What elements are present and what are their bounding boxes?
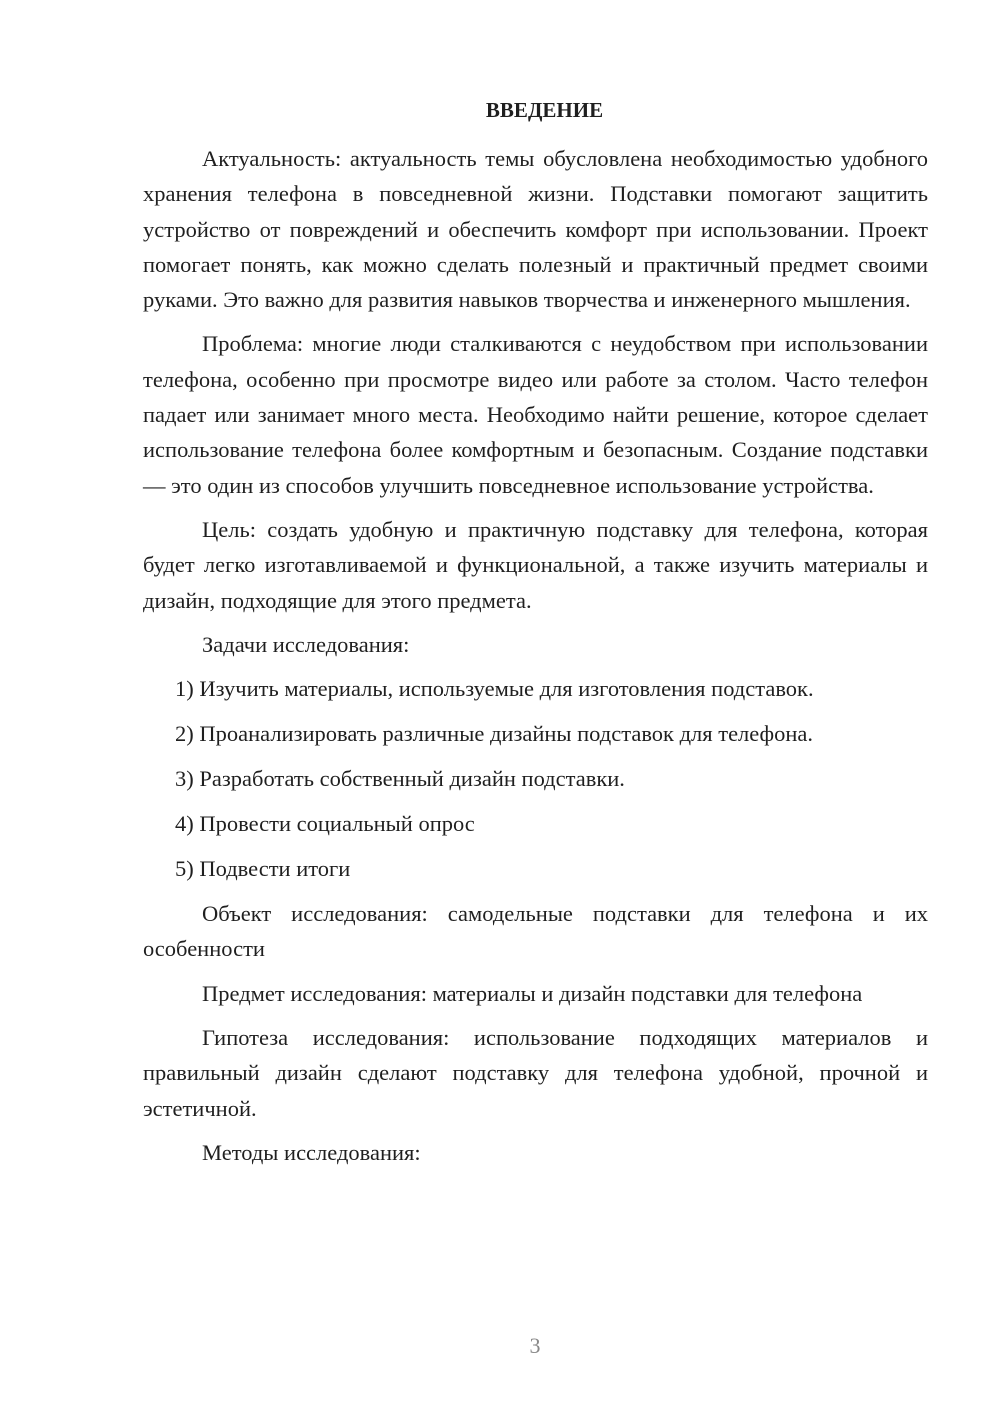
hypothesis-paragraph: Гипотеза исследования: использование подходящих материалов и правильный дизайн сделают подставку для телефона удобной, прочной и эстетичной. <box>143 1025 928 1121</box>
relevance-paragraph: Актуальность: актуальность темы обусловлена необходимостью удобного хранения телефона в повседневной жизни. Подставки помогают защитить устройство от повреждений и обеспечить комфорт при использовании. Проект помогает понять, как можно сделать полезный и практичный предмет своими руками. Это важно для развития навыков творчества и инженерного мышления. <box>143 146 928 313</box>
list-item: 5) Подвести итоги <box>175 856 351 882</box>
object-paragraph: Объект исследования: самодельные подставки для телефона и их особенности <box>143 901 928 962</box>
tasks-heading: Задачи исследования: <box>202 631 410 657</box>
tasks-list <box>143 671 928 886</box>
list-item: 3) Разработать собственный дизайн подставки. <box>175 766 625 792</box>
list-item: 1) Изучить материалы, используемые для изготовления подставок. <box>175 676 814 702</box>
document-page <box>143 94 928 1179</box>
list-item: 4) Провести социальный опрос <box>175 811 475 837</box>
goal-paragraph: Цель: создать удобную и практичную подставку для телефона, которая будет легко изготавливаемой и функциональной, а также изучить материалы и дизайн, подходящие для этого предмета. <box>143 516 928 613</box>
section-title: ВВЕДЕНИЕ <box>485 98 604 122</box>
subject-paragraph: Предмет исследования: материалы и дизайн подставки для телефона <box>202 980 863 1006</box>
list-item: 2) Проанализировать различные дизайны подставок для телефона. <box>175 721 814 747</box>
page-number: 3 <box>529 1333 541 1358</box>
methods-heading: Методы исследования: <box>202 1139 421 1165</box>
problem-paragraph: Проблема: многие люди сталкиваются с неудобством при использовании телефона, особенно при просмотре видео или работе за столом. Часто телефон падает или занимает много места. Необходимо найти решение, которое сделает использование телефона более комфортным и безопасным. Создание подставки — это один из способов улучшить повседневное использование устройства. <box>143 331 928 498</box>
